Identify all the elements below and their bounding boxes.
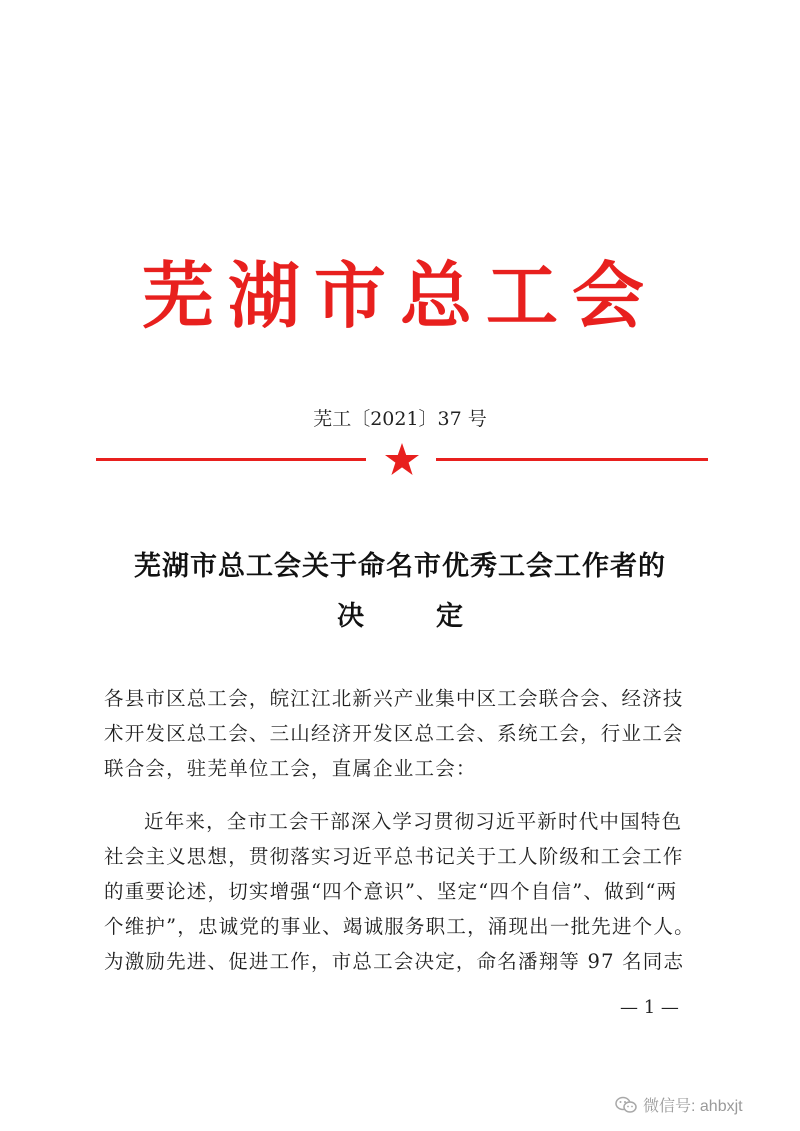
page-number: — 1 — [620,997,679,1018]
paragraph-line: 近年来，全市工会干部深入学习贯彻习近平新时代中国特色 [144,810,683,833]
salutation [104,681,712,786]
red-divider-left [96,458,366,461]
wechat-watermark [615,1093,743,1116]
salutation-line: 联合会，驻芜单位工会，直属企业工会： [104,757,477,780]
masthead-title: 芜湖市总工会 [141,253,658,338]
document-title-line2: 决定 [337,601,535,632]
red-divider-right [436,458,708,461]
salutation-line: 术开发区总工会、三山经济开发区总工会、系统工会，行业工会 [104,722,684,745]
document-title-line1: 芜湖市总工会关于命名市优秀工会工作者的 [134,551,666,582]
wechat-icon [615,1096,637,1114]
document-number: 芜工〔2021〕37 号 [313,408,487,430]
paragraph-line: 的重要论述，切实增强“四个意识”、坚定“四个自信”、做到“两 [104,880,678,903]
paragraph-line: 社会主义思想，贯彻落实习近平总书记关于工人阶级和工会工作 [104,845,684,868]
paragraph-line: 个维护”，忠诚党的事业、竭诚服务职工，涌现出一批先进个人。 [104,915,695,938]
paragraph-line: 为激励先进、促进工作，市总工会决定，命名潘翔等 97 名同志 [104,950,685,973]
red-star-icon [384,442,420,478]
body-paragraph [104,804,712,979]
watermark-text: 微信号: ahbxjt [643,1098,743,1115]
salutation-line: 各县市区总工会，皖江江北新兴产业集中区工会联合会、经济技 [104,687,684,710]
